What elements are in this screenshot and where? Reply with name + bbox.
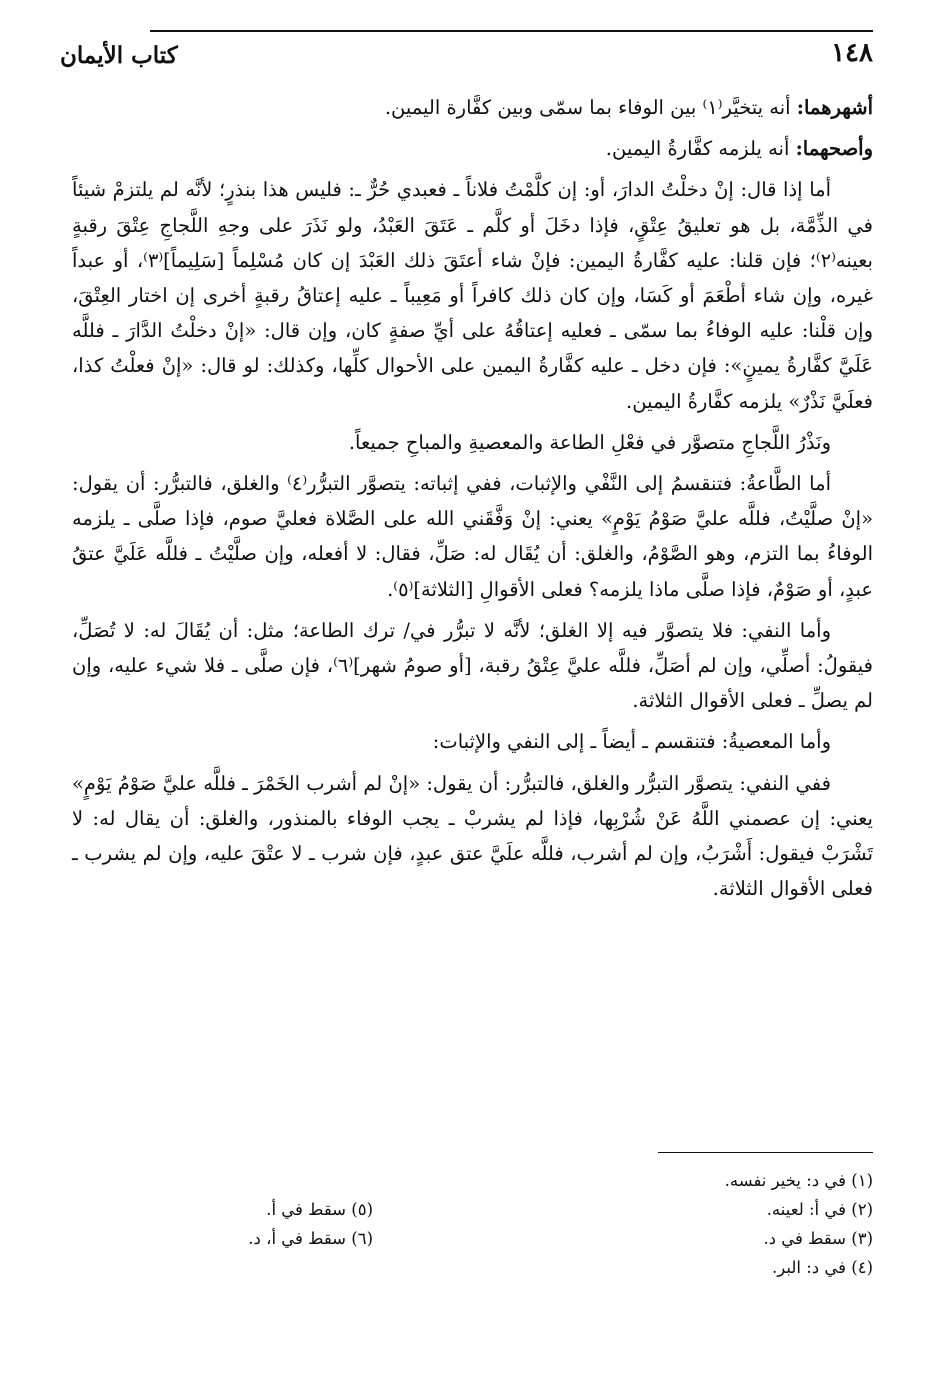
footnote-row: [72, 1253, 873, 1282]
paragraph-1: [72, 90, 873, 125]
footnotes: [72, 1166, 873, 1282]
footnote-row: [72, 1195, 873, 1224]
footnote-1: (١) في د: يخير نفسه.: [724, 1171, 873, 1190]
paragraph-2: [72, 131, 873, 166]
header-rule: [150, 30, 873, 32]
paragraph-2-lead: وأصحهما:: [795, 137, 873, 161]
footnote-3: (٣) سقط في د.: [763, 1229, 873, 1248]
paragraph-1-lead: أشهرهما:: [796, 96, 873, 119]
paragraph-8: ففي النفي: يتصوَّر التبرُّر والغلق، فالتبرُّر: أن يقول: «إنْ لم أشرب الخَمْرَ ـ فللَّه عليَّ صَوْمُ يَوْمٍ» يعني: إن عصمني اللَّهُ عَنْ شُرْبِها، فإذا لم يشربْ ـ يجب الوفاء بالمنذور، والغلق: أن يقال له: لا تَشْرَبْ فيقول: أَشْرَبُ، وإن لم أشرب، فللَّه علَيَّ عتق عبدٍ، فإن شرب ـ لا عتْقَ عليه، وإن لم يشرب ـ فعلى الأقوال الثلاثة.: [72, 771, 873, 901]
footnote-5: (٥) سقط في أ.: [266, 1200, 373, 1219]
paragraph-2-text: أنه يلزمه كفَّارةُ اليمين.: [605, 137, 796, 161]
footnote-row: [72, 1166, 873, 1195]
paragraph-5: أما الطَّاعةُ: فتنقسمُ إلى النَّفْي والإثبات، ففي إثباته: يتصوَّر التبرُّر⁽٤⁾ والغلق، فالتبرُّر: أن يقول: «إنْ صلَّيْتُ، فللَّه عليَّ صَوْمُ يَوْمٍ» يعني: إنْ وَفَّقَني الله على الصَّلاة فعليَّ صوم، فإذا صلَّى ـ يلزمه الوفاءُ بما التزم، وهو الصَّوْمُ، والغلق: أن يُقَال له: صَلِّ، فقال: لا أفعله، وإن صلَّيْتُ ـ فللَّه عَلَيَّ عتقُ عبدٍ، أو صَوْمٌ، فإذا صلَّى ماذا يلزمه؟ فعلى الأقوالِ [الثلاثة]⁽٥⁾.: [72, 472, 873, 601]
page-number: ١٤٨: [831, 38, 873, 68]
footnote-6: (٦) سقط في أ، د.: [248, 1229, 373, 1248]
paragraph-6: وأما النفي: فلا يتصوَّر فيه إلا الغلق؛ لأنَّه لا تبرُّر في/ ترك الطاعة؛ مثل: أن يُقَالَ له: لا تُصَلِّ، فيقولُ: أصلِّي، وإن لم أصَلِّ، فللَّه عليَّ عِتْقُ رقبة، [أو صومُ شهر]⁽٦⁾، فإن صلَّى ـ فلا شيء عليه، وإن لم يصلِّ ـ فعلى الأقوال الثلاثة.: [72, 618, 873, 713]
paragraph-7: وأما المعصيةُ: فتنقسم ـ أيضاً ـ إلى النفي والإثبات:: [432, 730, 831, 754]
footnote-4: (٤) في د: البر.: [772, 1258, 873, 1277]
page-header: [60, 36, 873, 76]
paragraph-3: أما إذا قال: إنْ دخلْتُ الدارَ، أو: إن كلَّمْتُ فلاناً ـ فعبدي حُرٌّ ـ: فليس هذا بنذرٍ؛ لأنَّه لم يلتزمْ شيئاً في الذِّمَّة، بل هو تعليقُ عِتْقٍ، فإذا دخَلَ أو كلَّم ـ عَتَقَ العَبْدُ، ولو نَذَرَ على وجهِ اللَّجاجِ عِتْقَ رقبةٍ بعينه⁽٢⁾؛ فإن قلنا: عليه كفَّارةُ اليمين: فإنْ شاء أعتَقَ ذلك العَبْدَ إن كان مُسْلِماً [سَلِيماً]⁽٣⁾، أو عبداً غيره، وإن شاء أطْعَمَ أو كَسَا، وإن كان ذلك كافراً أو مَعِيباً ـ عليه إعتاقُ رقبةٍ أخرى إن اختار العِتْقَ، وإن قلْنا: عليه الوفاءُ بما سمّى ـ فعليه إعتاقُهُ على أيِّ صفةٍ كان، وإن قال: «إنْ دخلْتُ الدَّارَ ـ فللَّه عَلَيَّ كفَّارةُ يمينٍ»: فإن دخل ـ عليه كفَّارةُ اليمين على الأحوال كلِّها، وكذلك: لو قال: «إنْ فعلْتُ كذا، فعلَيَّ نَذْرٌ» يلزمه كفَّارةُ اليمين.: [72, 178, 873, 413]
footnote-rule: [658, 1152, 873, 1153]
paragraph-1-text: أنه يتخيَّر⁽١⁾ بين الوفاء بما سمّى وبين كفَّارة اليمين.: [384, 96, 797, 119]
paragraph-4: ونَذْرُ اللَّجاجِ متصوَّر في فعْلِ الطاعة والمعصيةِ والمباحِ جميعاً.: [348, 430, 831, 454]
footnote-row: [72, 1224, 873, 1253]
main-text: [72, 90, 873, 912]
running-title: كتاب الأيمان: [60, 42, 178, 69]
footnote-2: (٢) في أ: لعينه.: [766, 1200, 873, 1219]
